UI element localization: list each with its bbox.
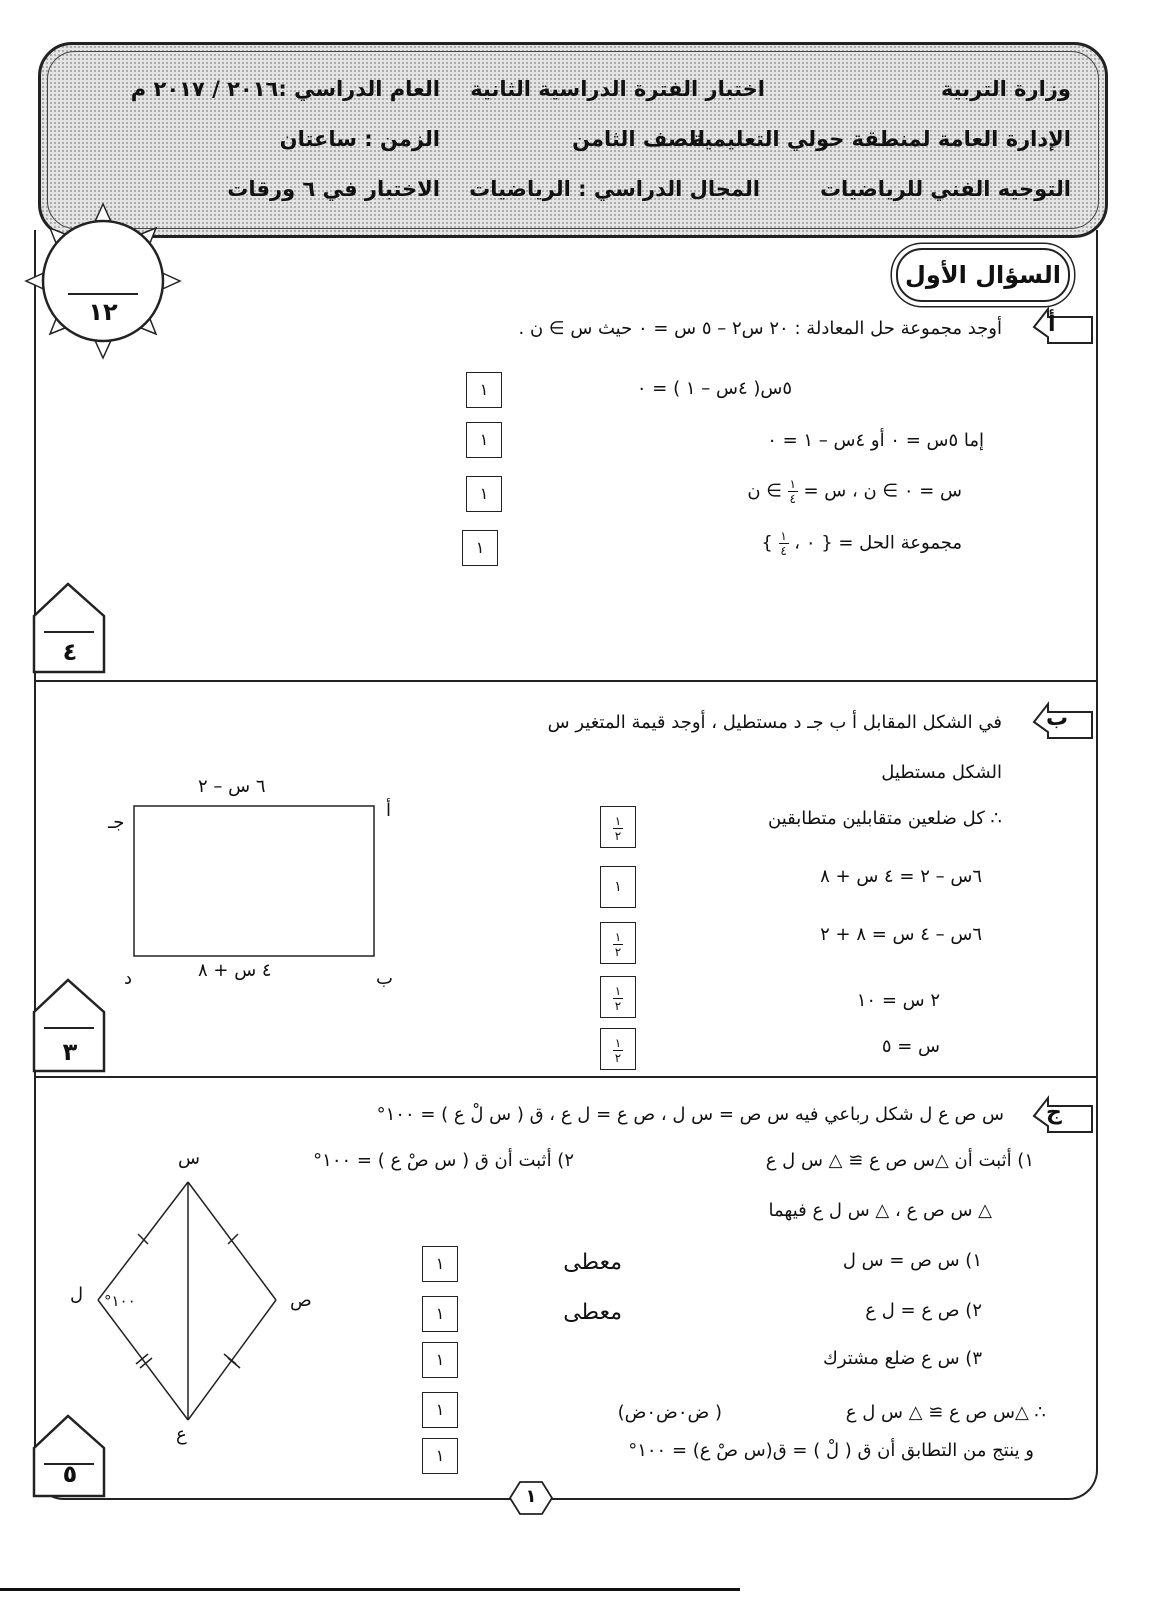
half-mark-box: $\frac{١}{٢}$ [600, 922, 636, 964]
vertex-j: جـ [108, 812, 125, 833]
figure-top-label: ٦ س – ٢ [198, 776, 266, 797]
mark-box: ١ [422, 1246, 458, 1282]
part-c-s2-reason: معطى [563, 1300, 622, 1325]
part-c-task2: ٢) أثبت أن ق ( س صْ ع ) = ١٠٠° [313, 1150, 574, 1171]
part-b-score: ٣ [62, 1038, 78, 1066]
total-score-badge [18, 196, 188, 366]
mark-box: ١ [422, 1342, 458, 1378]
half-mark-box: $\frac{١}{٢}$ [600, 1028, 636, 1070]
part-a-line3 [747, 478, 962, 505]
vertex-lam: ل [70, 1284, 84, 1305]
part-a-line2: إما ٥س = ٠ أو ٤س – ١ = ٠ [767, 430, 984, 451]
total-score: ١٢ [88, 298, 118, 326]
part-a-line4-right: مجموعة الحل = { ٠ ، [794, 532, 962, 554]
part-c-s3: ٣) س ع ضلع مشترك [822, 1348, 982, 1369]
part-a-line4-left: } [761, 532, 773, 554]
exam-title: اختبار الفترة الدراسية الثانية [470, 77, 765, 101]
rectangle-figure [130, 802, 380, 960]
directorate: الإدارة العامة لمنطقة حولي التعليمية [691, 127, 1071, 151]
part-c-conclusion-reason: ( ض٠ض٠ض) [617, 1402, 722, 1423]
part-b-prompt: في الشكل المقابل أ ب جـ د مستطيل ، أوجد قيمة المتغير س [547, 712, 1002, 733]
mark-box: ١ [422, 1392, 458, 1428]
angle-label: ١٠٠° [104, 1292, 136, 1310]
supervision: التوجيه الفني للرياضيات [819, 177, 1071, 201]
question-title: السؤال الأول [905, 261, 1061, 289]
bottom-rule [0, 1588, 740, 1591]
part-c-score: ٥ [62, 1460, 78, 1488]
part-a-score: ٤ [62, 638, 78, 666]
vertex-sad: ص [290, 1290, 312, 1311]
part-b-label: ب [1046, 706, 1069, 731]
part-c-task1: ١) أثبت أن △س ص ع ≅ △ س ل ع [765, 1150, 1034, 1171]
mark-box: ١ [600, 866, 636, 908]
part-c-final: و ينتج من التطابق أن ق ( لْ ) = ق(س صْ ع) = ١٠٠° [628, 1440, 1034, 1461]
page-count: الاختبار في ٦ ورقات [227, 177, 440, 201]
vertex-b: ب [376, 968, 393, 989]
vertex-d: د [124, 968, 133, 989]
part-a-line4 [761, 530, 962, 557]
mark-box: ١ [466, 476, 502, 512]
half-mark-box: $\frac{١}{٢}$ [600, 806, 636, 848]
part-b-line6: س = ٥ [881, 1036, 940, 1057]
page-number: ١ [525, 1486, 537, 1507]
figure-bottom-label: ٤ س + ٨ [198, 960, 272, 981]
section-divider [34, 680, 1096, 682]
grade: للصف الثامن [572, 127, 705, 151]
part-c-line1: △ س ص ع ، △ س ل ع فيهما [768, 1200, 992, 1221]
part-a-line3-left: ∋ ن [747, 480, 782, 502]
part-b-line1: الشكل مستطيل [881, 762, 1002, 783]
vertex-ain: ع [176, 1424, 187, 1445]
part-c-conclusion: ∴ △س ص ع ≅ △ س ل ع [845, 1402, 1046, 1423]
mark-box: ١ [422, 1296, 458, 1332]
school-year: العام الدراسي :٢٠١٦ / ٢٠١٧ م [130, 77, 440, 101]
part-c-s1-reason: معطى [563, 1250, 622, 1275]
quarter-fraction-2: $\frac{١}{٤}$ [780, 529, 787, 558]
part-a-label: أ [1048, 312, 1056, 337]
part-c-s2: ٢) ص ع = ل ع [865, 1300, 982, 1321]
exam-time: الزمن : ساعتان [279, 127, 440, 151]
part-b-line5: ٢ س = ١٠ [856, 990, 940, 1011]
ministry: وزارة التربية [940, 77, 1071, 101]
part-b-line3: ٦س – ٢ = ٤ س + ٨ [820, 866, 982, 887]
part-c-s1: ١) س ص = س ل [842, 1250, 982, 1271]
part-b-line2: ∴ كل ضلعين متقابلين متطابقين [768, 808, 1002, 829]
vertex-a: أ [386, 800, 392, 821]
part-a-tag [1026, 303, 1096, 351]
vertex-s: س [178, 1148, 200, 1169]
part-a-line3-right: س = ٠ ∋ ن ، س = [803, 480, 962, 502]
section-divider [34, 1076, 1096, 1078]
mark-box: ١ [422, 1438, 458, 1474]
part-c-prompt: س ص ع ل شكل رباعي فيه س ص = س ل ، ص ع = ل ع ، ق ( س لْ ع ) = ١٠٠° [376, 1104, 1004, 1125]
part-c-label: ج [1046, 1100, 1062, 1125]
mark-box: ١ [466, 422, 502, 458]
part-a-line1: ٥س( ٤س – ١ ) = ٠ [636, 378, 792, 399]
mark-box: ١ [466, 372, 502, 408]
half-mark-box: $\frac{١}{٢}$ [600, 976, 636, 1018]
question-title-box [896, 248, 1070, 302]
exam-header [38, 42, 1108, 238]
quarter-fraction: $\frac{١}{٤}$ [789, 477, 796, 506]
subject: المجال الدراسي : الرياضيات [469, 177, 760, 201]
part-b-line4: ٦س – ٤ س = ٨ + ٢ [820, 924, 982, 945]
part-a-prompt: أوجد مجموعة حل المعادلة : ٢٠ س٢ – ٥ س = ٠ حيث س ∋ ن . [518, 318, 1002, 339]
mark-box: ١ [462, 530, 498, 566]
